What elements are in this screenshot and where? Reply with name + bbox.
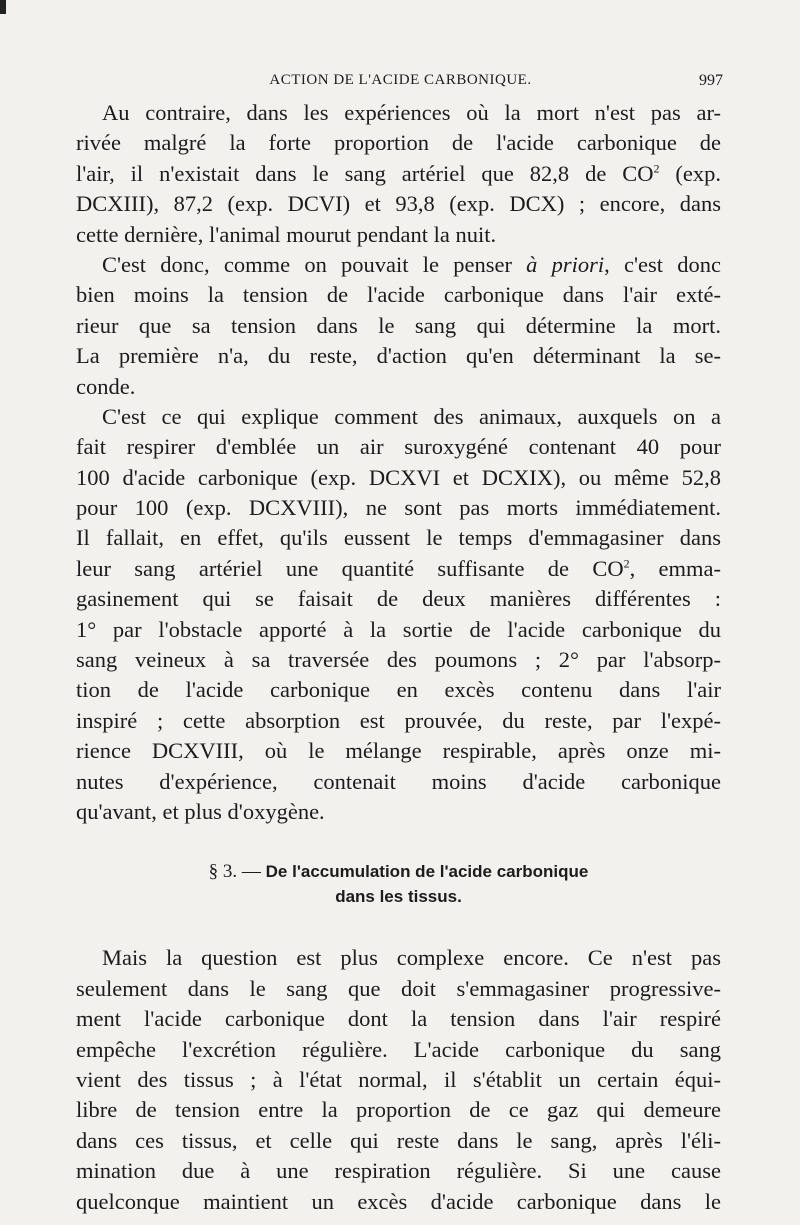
- paragraph-line: rieur que sa tension dans le sang qui détermine la mort.: [76, 312, 721, 338]
- paragraph-line: 1° par l'obstacle apporté à la sortie de l'acide carbonique du: [76, 616, 721, 642]
- paragraph-line: Il fallait, en effet, qu'ils eussent le temps d'emmagasiner dans: [76, 525, 721, 551]
- paragraph-line: DCXIII), 87,2 (exp. DCVI) et 93,8 (exp. DCX) ; encore, dans: [76, 191, 721, 217]
- paragraph-line: pour 100 (exp. DCXVIII), ne sont pas morts immédiatement.: [76, 495, 721, 521]
- paragraph-line: C'est donc, comme on pouvait le penser à priori, c'est donc: [102, 251, 721, 277]
- paragraph-line: dans ces tissus, et celle qui reste dans le sang, après l'éli-: [76, 1127, 721, 1153]
- paragraph-line: gasinement qui se faisait de deux manières différentes :: [76, 586, 721, 612]
- paragraph-line: ment l'acide carbonique dont la tension dans l'air respiré: [76, 1006, 721, 1032]
- paragraph-line: bien moins la tension de l'acide carbonique dans l'air exté-: [76, 282, 721, 308]
- paragraph-line: sang veineux à sa traversée des poumons ; 2° par l'absorp-: [76, 647, 721, 673]
- paragraph-line: Au contraire, dans les expériences où la mort n'est pas ar-: [102, 100, 721, 125]
- paragraph-line: mination due à une respiration régulière. Si une cause: [76, 1158, 721, 1184]
- section-heading-line-1: [76, 859, 721, 884]
- paragraph-line: leur sang artériel une quantité suffisante de $CO^2$, emma-: [76, 555, 721, 581]
- section-title-part-1: De l'accumulation de l'acide carbonique: [265, 862, 589, 882]
- paragraph-line: cette dernière, l'animal mourut pendant la nuit.: [76, 221, 497, 247]
- section-number: § 3. —: [208, 861, 261, 883]
- page-number: 997: [699, 72, 723, 89]
- italic-phrase: à priori: [526, 251, 605, 277]
- paragraph-line: conde.: [76, 373, 136, 399]
- paragraph-line: inspiré ; cette absorption est prouvée, du reste, par l'expé-: [76, 707, 721, 733]
- paragraph-line: nutes d'expérience, contenait moins d'acide carbonique: [76, 768, 721, 794]
- paragraph-line: fait respirer d'emblée un air suroxygéné contenant 40 pour: [76, 434, 721, 460]
- running-title: ACTION DE L'ACIDE CARBONIQUE.: [269, 72, 532, 88]
- running-header: [78, 72, 723, 96]
- paragraph-line: vient des tissus ; à l'état normal, il s'établit un certain équi-: [76, 1066, 721, 1092]
- page-edge-mark: [0, 0, 6, 14]
- paragraph-line: empêche l'excrétion régulière. L'acide carbonique du sang: [76, 1036, 721, 1062]
- paragraph-line: qu'avant, et plus d'oxygène.: [76, 798, 325, 824]
- paragraph-line: seulement dans le sang que doit s'emmagasiner progressive-: [76, 975, 721, 1001]
- paragraph-line: La première n'a, du reste, d'action qu'en déterminant la se-: [76, 343, 721, 369]
- paragraph-line: rience DCXVIII, où le mélange respirable, après onze mi-: [76, 738, 721, 764]
- paragraph-line: libre de tension entre la proportion de ce gaz qui demeure: [76, 1097, 721, 1123]
- section-heading: [76, 859, 721, 909]
- paragraph-line: C'est ce qui explique comment des animaux, auxquels on a: [102, 403, 721, 429]
- body-text: [76, 98, 721, 1217]
- paragraph-line: quelconque maintient un excès d'acide carbonique dans le: [76, 1188, 721, 1214]
- section-title-part-2: dans les tissus.: [335, 887, 462, 907]
- paragraph-line: rivée malgré la forte proportion de l'acide carbonique de: [76, 130, 721, 156]
- paragraph-line: l'air, il n'existait dans le sang artériel que 82,8 de $CO^2$ (exp.: [76, 160, 722, 186]
- superscript: 2: [623, 556, 630, 571]
- paragraph-line: Mais la question est plus complexe encore. Ce n'est pas: [102, 945, 721, 971]
- paragraph-line: tion de l'acide carbonique en excès contenu dans l'air: [76, 677, 721, 703]
- superscript: 2: [653, 161, 660, 176]
- paragraph-line: 100 d'acide carbonique (exp. DCXVI et DCXIX), ou même 52,8: [76, 464, 721, 490]
